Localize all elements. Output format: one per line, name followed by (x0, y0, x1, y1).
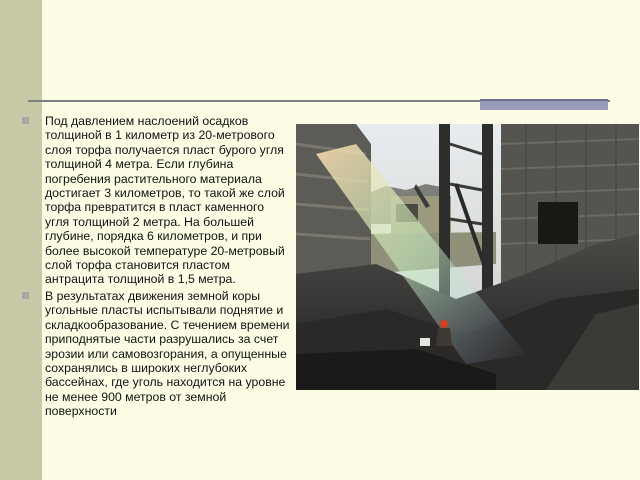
square-bullet-icon (22, 292, 29, 299)
coal-mine-photo (296, 124, 639, 390)
bullet-text: В результатах движения земной коры угольные пласты испытывали поднятие и складкообразование. С течением времени приподнятые части разрушались за счет эрозии или самовозгорания, а опущенные сохранялись в широких неглубоких бассейнах, где уголь находится на уровне не менее 900 метров от земной поверхности (45, 288, 290, 419)
bullet-list (18, 114, 290, 421)
bullet-text: Под давлением наслоений осадков толщиной в 1 километр из 20-метрового слоя торфа получается пласт бурого угля толщиной 4 метра. Если глубина погребения растительного материала достигает 3 километров, то такой же слой торфа превратится в пласт каменного угля толщиной 2 метра. На большей глубине, порядка 6 километров, и при более высокой температуре 20-метровый слой торфа становится пластом антрацита толщиной в 1,5 метра. (45, 114, 285, 287)
bullet-item (18, 289, 290, 419)
accent-bar (480, 99, 608, 110)
bullet-item (18, 114, 290, 287)
square-bullet-icon (22, 117, 29, 124)
